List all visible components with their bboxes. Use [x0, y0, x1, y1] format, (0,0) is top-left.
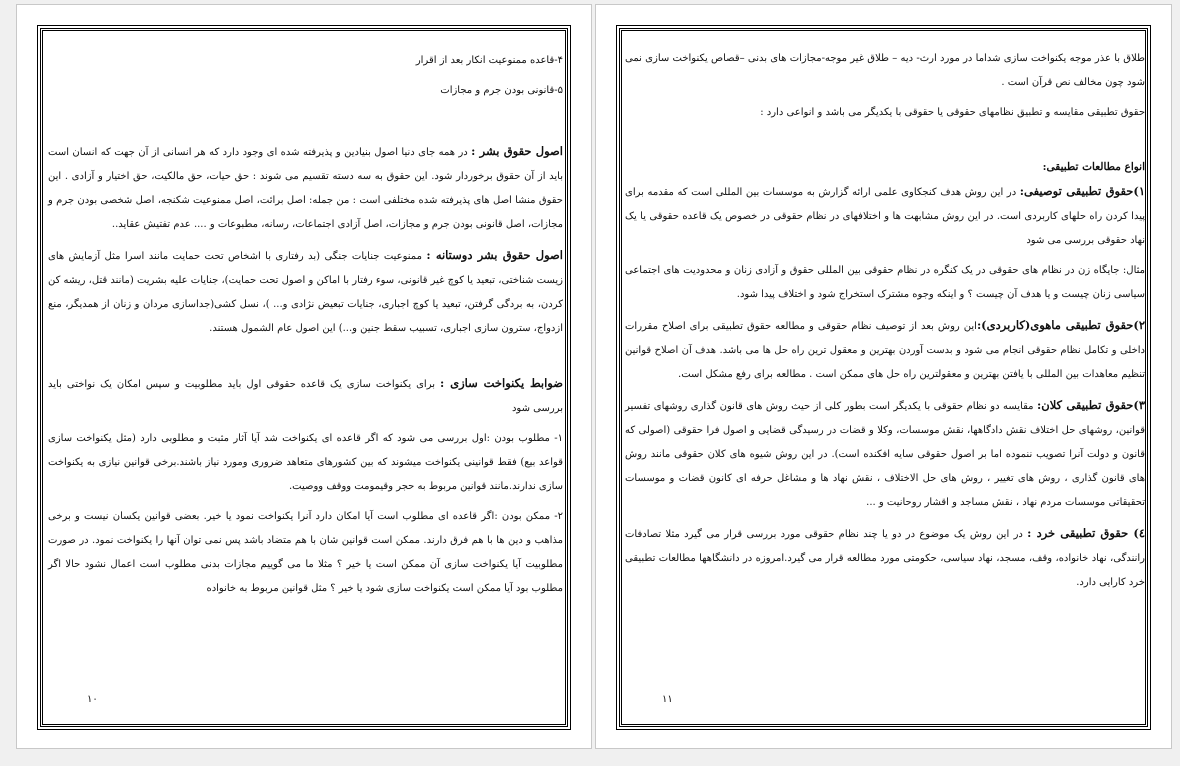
- page-body: [17, 5, 591, 601]
- text-substantive: این روش بعد از توصیف نظام حقوقی و مطالعه حقوق تطبیقی برای اصلاح مقررات داخلی و تکامل نظام حقوقی انجام می شود و بدست آوردن بهترین و معقول ترین راه حل ها می باشد. هدف آن اصلاح قوانین تنظیم معاهدات بین المللی با یافتن بهترین و معقولترین راه حل های ممکن است . مطالعه برای رفع مشکل است.: [625, 321, 1145, 380]
- heading-macro: ۳)حقوق تطبیقی کلان:: [1037, 398, 1145, 412]
- paragraph-feasibility: ۲- ممکن بودن :اگر قاعده ای مطلوب است آیا امکان دارد آنرا یکنواخت نمود یا خیر. بعضی قوانین یکسان نیست و برخی مذاهب و دین ها با هم فرق دارند. ممکن است قوانین شان با هم متضاد باشد پس نمی توان آنها را یکنواخت نمود. در صورت مطلوبیت آیا یکنواخت سازی آن ممکن است یا خیر ؟ مثلا ما می گوییم مجازات بدنی مطلوب است اعمال نشود حالا اگر مطلوب بود آیا ممکن است یکنواخت سازی شود یا خیر ؟ مثل قوانین مربوط به خانواده: [48, 511, 563, 594]
- paragraph-macro: [625, 393, 1145, 515]
- text-unification-rules: برای یکنواخت سازی یک قاعده حقوقی اول باید مطلوبیت و سپس امکان یک نواختی باید بررسی شود: [48, 379, 563, 414]
- heading-types-of-studies: انواع مطالعات تطبیقی:: [1042, 161, 1145, 173]
- text-micro: در این روش یک موضوع در دو یا چند نظام حقوقی مورد بررسی قرار می گیرد مثلا تصادفات رانندگی، نهاد خانواده، وقف، مسجد، نهاد سیاسی، حکومتی مورد مطالعه قرار می گیرد.امروزه در دانشگاهها مطالعات تطبیقی خرد کارایی دارد.: [625, 529, 1145, 588]
- document-page-10: [16, 4, 592, 749]
- paragraph-descriptive: [625, 179, 1145, 253]
- paragraph-unification-rules: [48, 371, 563, 421]
- text-macro: مقایسه دو نظام حقوقی با یکدیگر است بطور کلی از حیث روش های قانون گذاری روشهای تفسیر قوانین، روشهای حل اختلاف نقش دادگاهها، نقش موسسات، وکلا و قضات در رسیدگی قضایی و اصول فرا حقوقی (اصولی که قانون و دولت آنرا تصویب ننموده اما بر اصول حقوقی سایه افکنده است). در این روش شیوه های کلان حقوقی مانند روش های قانون گذاری ، روش های تغییر ، روش های حل الاختلاف ، نقش نهاد ها و مشاغل حرفه ای کانون قضات و موسسات تحقیقاتی موسسات مردم نهاد ، نقش مساجد و اقشار روحانیت و ...: [625, 401, 1145, 508]
- heading-descriptive: ۱)حقوق تطبیقی توصیفی:: [1019, 184, 1145, 198]
- text-human-rights: در همه جای دنیا اصول بنیادین و پذیرفته شده ای وجود دارد که هر انسانی از آن جهت که انسان است باید از آن حقوق برخوردار شود. این حقوق به سه دسته تقسیم می شوند : حق حیات، حق مالکیت، حق اختیار و آزادی . این حقوق منشا اصل های پذیرفته شده مختلفی است : من جمله: اصل برائت، اصل ممنوعیت شکنجه، اصل شخصی بودن جرم و مجازات، اصل قانونی بودن جرم و مجازات، اصل آزادی اجتماعات، رسانه، مطبوعات و .... عدم تفتیش عقاید..: [48, 147, 563, 230]
- list-line-4: ۴-قاعده ممنوعیت انکار بعد از اقرار: [415, 55, 563, 66]
- list-line-5: ۵-قانونی بودن جرم و مجازات: [440, 85, 563, 96]
- paragraph-intro: طلاق با عذر موجه یکنواخت سازی شداما در مورد ارث- دیه – طلاق غیر موجه-مجازات های بدنی –قصاص یکنواخت سازی نمی شود چون مخالف نص قرآن است .: [625, 53, 1145, 88]
- paragraph-human-rights: [48, 139, 563, 237]
- page-body: [596, 5, 1171, 595]
- paragraph-example: مثال: جایگاه زن در نظام های حقوقی در یک کنگره در نظام حقوقی بین المللی حقوق و آزادی زنان و محدودیت های اجتماعی سیاسی زنان چیست و یا هدف آن چیست ؟ و اینکه وجوه مشترک استخراج شود و اختلاف پیدا شود.: [625, 265, 1145, 300]
- paragraph-comparative-law: حقوق تطبیقی مقایسه و تطبیق نظامهای حقوقی یا حقوقی با یکدیگر می باشد و انواعی دارد :: [760, 107, 1145, 118]
- heading-micro: ٤) حقوق تطبیقی خرد :: [1027, 526, 1145, 540]
- paragraph-substantive: [625, 313, 1145, 387]
- heading-substantive: ۲)حقوق تطبیقی ماهوی(کاربردی):: [976, 318, 1145, 332]
- text-descriptive: در این روش هدف کنجکاوی علمی ارائه گزارش به موسسات بین المللی است که مقدمه برای پیدا کردن راه حلهای کاربردی است. در این روش مشابهت ها و اختلافهای در نظام حقوقی در خصوص یک قاعده حقوقی یا یک نهاد حقوقی بررسی می شود: [625, 187, 1145, 246]
- page-number: ۱۱: [662, 694, 673, 705]
- text-humanitarian-law: ممنوعیت جنایات جنگی (بد رفتاری با اشخاص تحت حمایت مانند اسرا مثل آزمایش های زیست شناختی، تبعید یا کوچ غیر قانونی، سوء رفتار با اماکن و اصول تحت حمایت)، جنایات علیه بشریت (مانند قتل، ریشه کن کردن، به بردگی گرفتن، تبعید یا کوچ اجباری، جنایات تبعیض نژادی و... )، نسل کشی(جداسازی مردان و زنان از همدیگر، منع ازدواج، سترون سازی اجباری، تسبیب سقط جنین و...) این اصول عام الشمول هستند.: [48, 251, 563, 334]
- heading-unification-rules: ضوابط یکنواخت سازی :: [440, 376, 563, 390]
- heading-human-rights: اصول حقوق بشر :: [471, 144, 563, 158]
- heading-humanitarian-law: اصول حقوق بشر دوستانه :: [426, 248, 563, 262]
- document-page-11: [595, 4, 1172, 749]
- paragraph-desirability: ۱- مطلوب بودن :اول بررسی می شود که اگر قاعده ای یکنواخت شد آیا آثار مثبت و مطلوبی دارد (مثل یکنواخت سازی قواعد بیع) فقط قوانینی یکنواخت میشوند که بین کشورهای متعاهد ضروری ومورد نیاز باشند.برخی قوانین نیازی به یکنواخت سازی ندارند.مانند قوانین مربوط به حجر وقیمومت ووقف ووصیت.: [48, 433, 563, 492]
- page-number: ۱۰: [87, 694, 98, 705]
- paragraph-humanitarian-law: [48, 243, 563, 341]
- paragraph-micro: [625, 521, 1145, 595]
